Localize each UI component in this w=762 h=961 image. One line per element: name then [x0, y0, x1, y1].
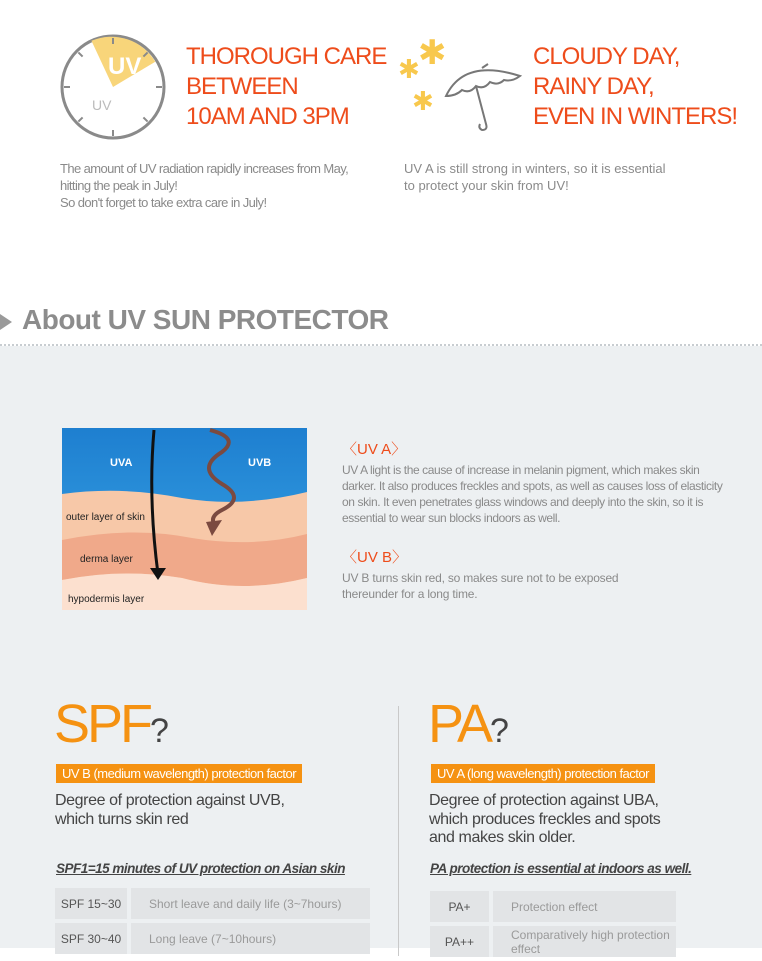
triangle-arrow-icon [0, 314, 12, 330]
table-row [430, 926, 676, 957]
pa-effect: Comparatively high protection effect [493, 926, 676, 957]
pa-badge: UV A (long wavelength) protection factor [431, 764, 655, 783]
pa-grade: PA++ [430, 926, 493, 957]
about-header [0, 300, 762, 346]
uvb-text: UV B turns skin red, so makes sure not to be exposed thereunder for a long time. [342, 571, 619, 601]
table-row [55, 923, 370, 954]
column-divider [398, 706, 399, 956]
clock-icon [58, 32, 168, 142]
about-title: About UV SUN PROTECTOR [22, 304, 389, 335]
pa-description: Degree of protection against UBA, which produces freckles and spots and makes skin older. [429, 792, 661, 846]
top-section [0, 0, 762, 300]
spf-range: SPF 30~40 [55, 923, 131, 954]
uvb-label: UVB [248, 457, 272, 469]
pa-title: PA? [428, 694, 509, 754]
care-text: The amount of UV radiation rapidly increases from May, hitting the peak in July! So don't forget to take extra care in July! [60, 161, 349, 210]
spf-range: SPF 15~30 [55, 888, 131, 919]
spf-usage: Long leave (7~10hours) [131, 923, 370, 954]
spf-note: SPF1=15 minutes of UV protection on Asian skin [56, 861, 345, 876]
svg-text:✱: ✱ [412, 87, 434, 117]
spf-table [55, 884, 370, 958]
uvb-heading: 〈UV B〉 [342, 549, 408, 566]
spf-description: Degree of protection against UVB, which turns skin red [55, 792, 285, 828]
svg-text:✱: ✱ [398, 55, 420, 85]
spf-badge: UV B (medium wavelength) protection factor [56, 764, 302, 783]
pa-table [430, 887, 676, 961]
svg-text:✱: ✱ [418, 33, 447, 73]
uva-text: UV A light is the cause of increase in melanin pigment, which makes skin darker. It also produces freckles and spots, as well as causes loss of elasticity on skin. It even penetrates glass windows and deeply into the skin, so it is essential to wear sun blocks indoors as well. [342, 463, 723, 525]
cloud-title: CLOUDY DAY, RAINY DAY, EVEN IN WINTERS! [533, 43, 738, 130]
uv-info-panel [0, 346, 762, 956]
outer-layer-label: outer layer of skin [66, 512, 145, 523]
spf-title: SPF? [54, 694, 169, 754]
uva-heading: 〈UV A〉 [342, 441, 407, 458]
table-row [430, 891, 676, 922]
skin-layer-diagram [62, 428, 307, 610]
table-row [55, 888, 370, 919]
pa-grade: PA+ [430, 891, 493, 922]
hypodermis-layer-label: hypodermis layer [68, 594, 145, 605]
pa-effect: Protection effect [493, 891, 676, 922]
umbrella-icon [394, 33, 526, 138]
spf-usage: Short leave and daily life (3~7hours) [131, 888, 370, 919]
clock-uv-plain: UV [92, 97, 112, 113]
uva-label: UVA [110, 457, 133, 469]
clock-uv-highlight: UV [108, 53, 142, 80]
derma-layer-label: derma layer [80, 554, 133, 565]
pa-note: PA protection is essential at indoors as well. [430, 861, 692, 876]
care-title: THOROUGH CARE BETWEEN 10AM AND 3PM [186, 43, 387, 130]
cloud-text: UV A is still strong in winters, so it is essential to protect your skin from UV! [404, 161, 666, 193]
